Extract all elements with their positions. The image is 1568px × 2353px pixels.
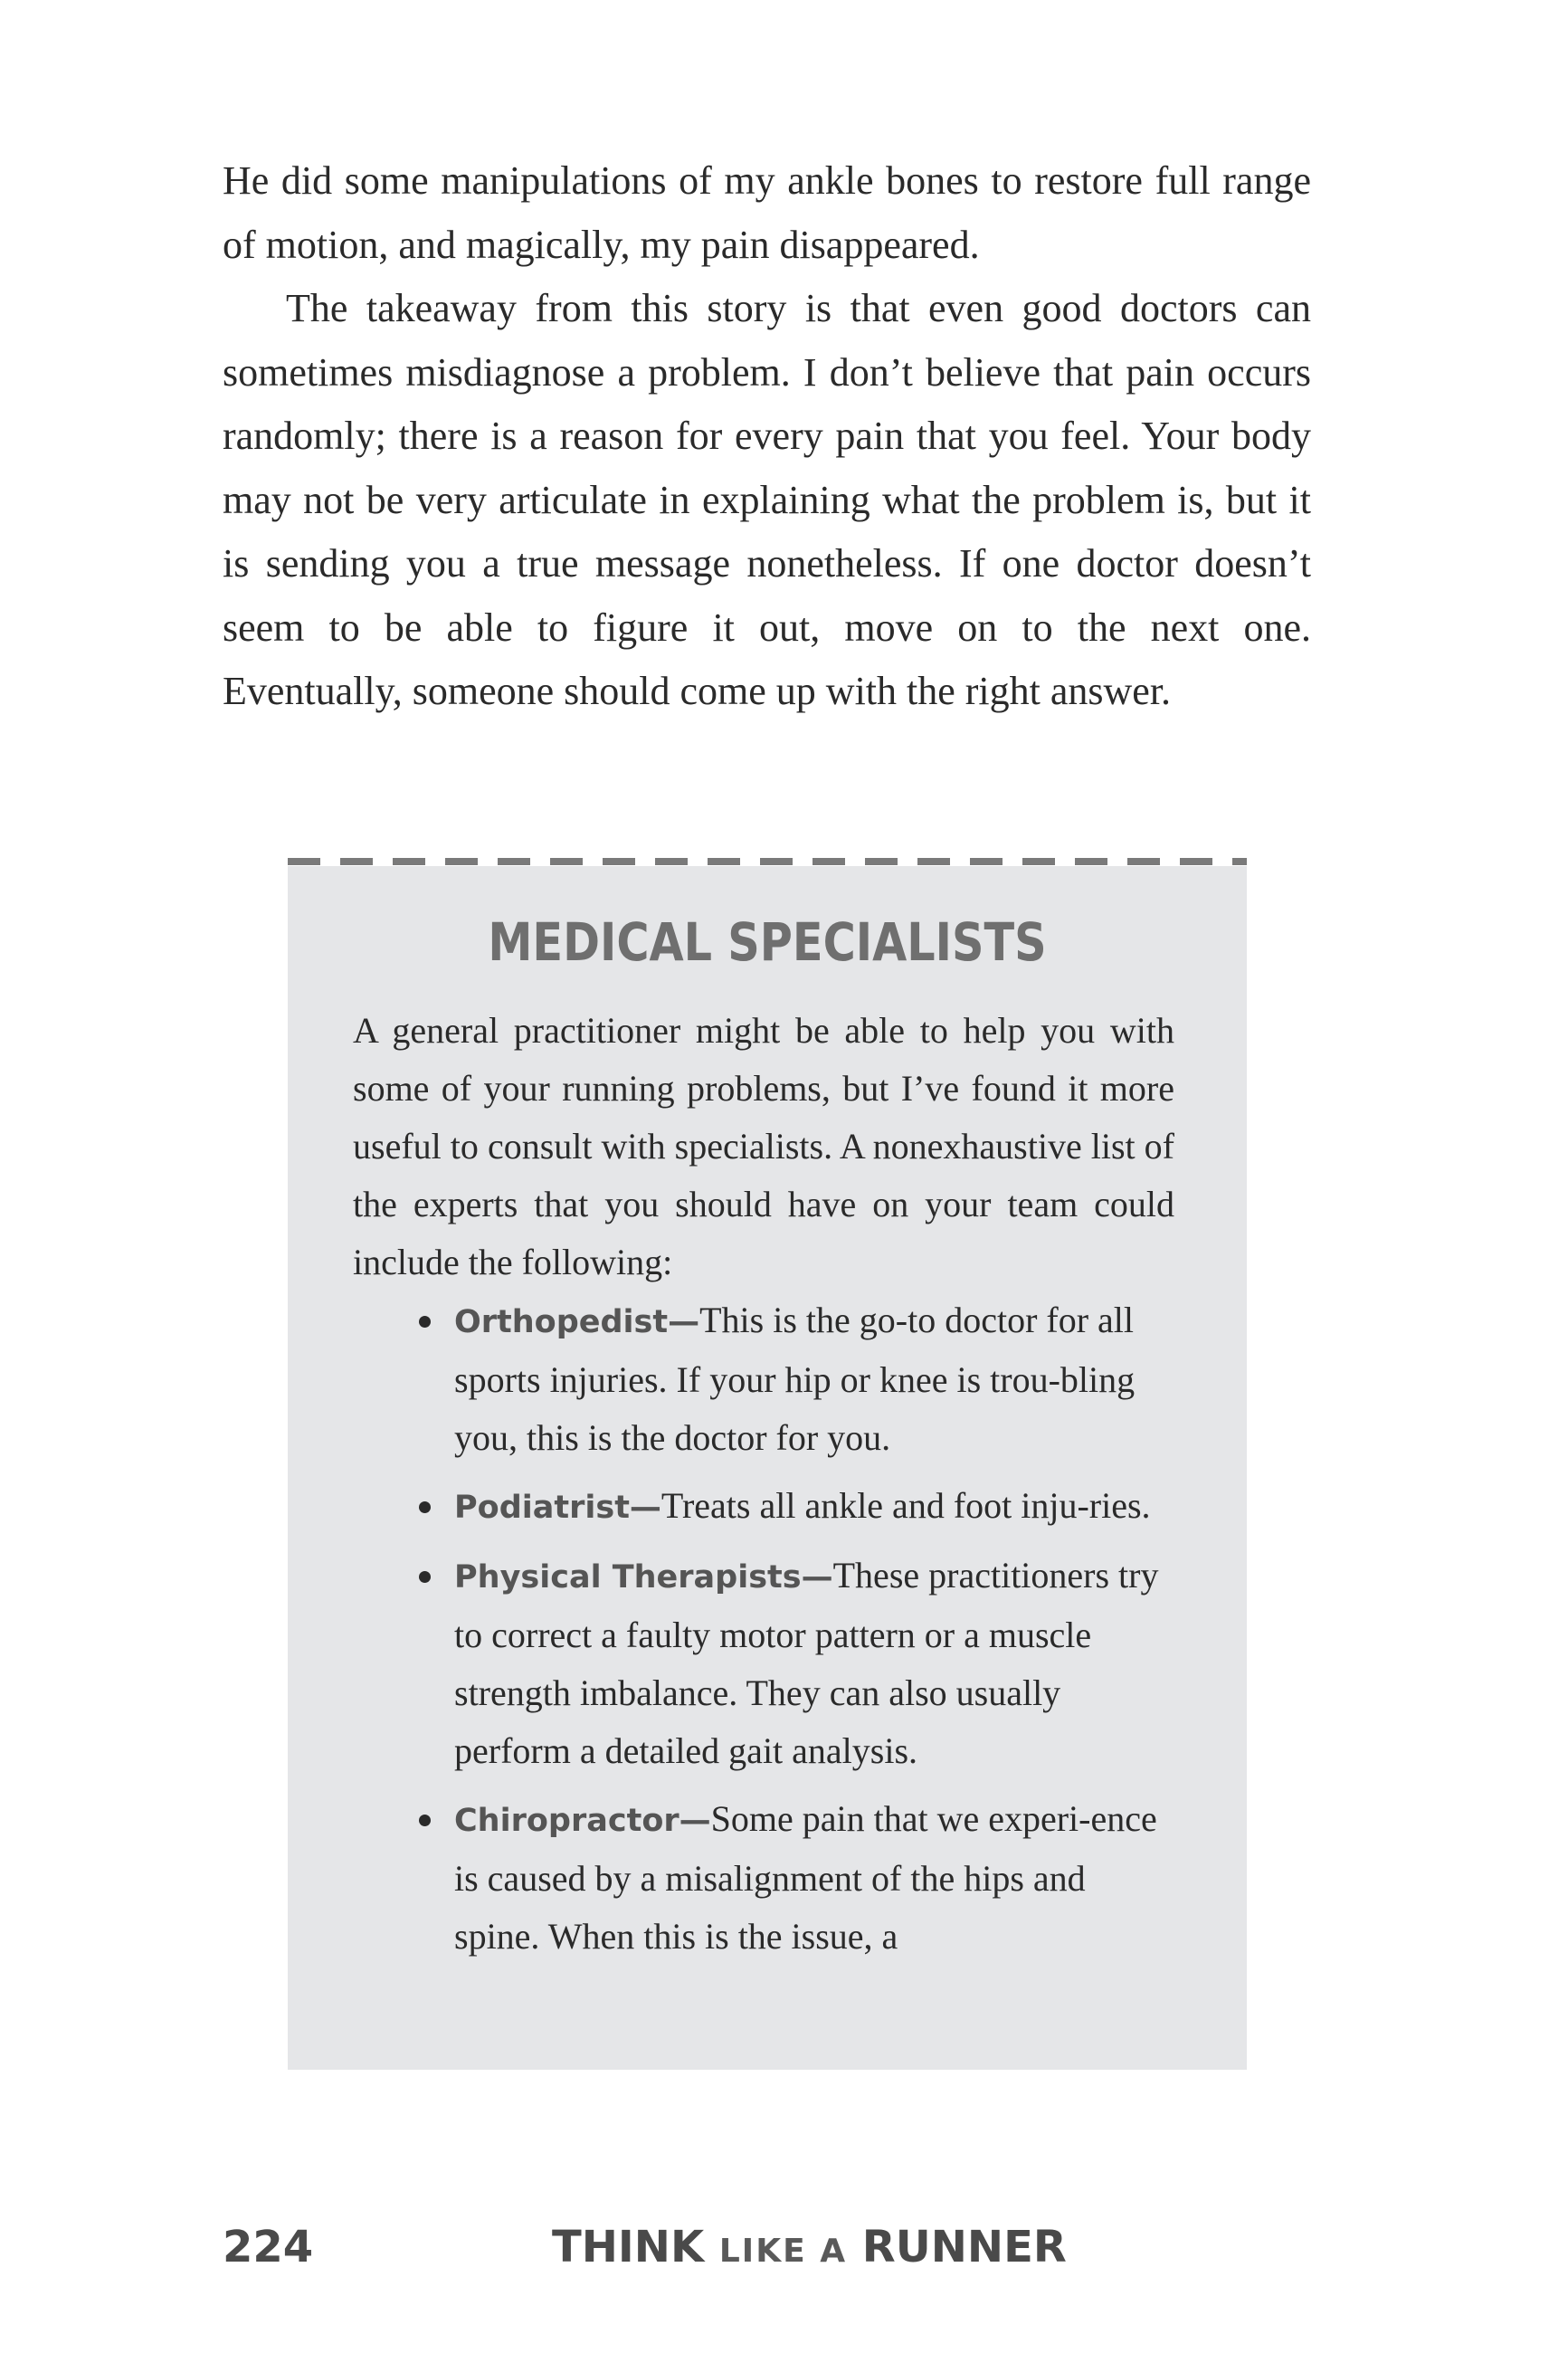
running-title [552,2222,1067,2272]
running-title-like-a: LIKE A [718,2233,848,2270]
list-item-term: Chiropractor— [454,1803,711,1839]
list-item-chiropractor [353,1790,1174,1966]
list-item-text: Treats all ankle and foot inju-ries. [660,1485,1151,1526]
page-number: 224 [223,2222,314,2272]
list-item-text: These practitioners try to correct a faulty motor pattern or a muscle strength imbalance. They can also usually perform a detailed gait analysis. [454,1555,1159,1771]
dashed-top-rule [288,858,1247,865]
specialists-list [353,1291,1174,1976]
sidebar-intro: A general practitioner might be able to help you with some of your running problems, but I’ve found it more useful to consult with specialists. A nonexhaustive list of the experts that you should have on your team could include the following: [353,1010,1174,1282]
medical-specialists-sidebar [288,866,1247,2070]
list-item-term: Orthopedist— [454,1304,700,1340]
list-item-text: This is the go-to doctor for all sports injuries. If your hip or knee is trou-bling you, this is the doctor for you. [454,1300,1136,1458]
running-title-runner: RUNNER [861,2222,1067,2272]
list-item-orthopedist [353,1291,1174,1467]
body-text [223,149,1311,724]
list-item-text: Some pain that we experi-ence is caused by a misalignment of the hips and spine. When this is the issue, a [454,1798,1157,1957]
list-item-term: Physical Therapists— [454,1559,833,1596]
running-title-think: THINK [552,2222,705,2272]
list-item-physical-therapists [353,1547,1174,1780]
list-item-term: Podiatrist— [454,1490,661,1526]
body-paragraph-1: He did some manipulations of my ankle bones to restore full range of motion, and magically, my pain disappeared. [223,158,1311,267]
sidebar-title: MEDICAL SPECIALISTS [488,911,1047,973]
list-item-podiatrist [353,1477,1174,1537]
body-paragraph-2: The takeaway from this story is that even good doctors can sometimes misdiagnose a problem. I don’t believe that pain occurs randomly; there is a reason for every pain that you feel. Your body may not be very articulate in explaining what the problem is, but it is sending you a true message nonetheless. If one doctor doesn’t seem to be able to figure it out, move on to the next one. Eventually, someone should come up with the right answer. [223,286,1311,713]
